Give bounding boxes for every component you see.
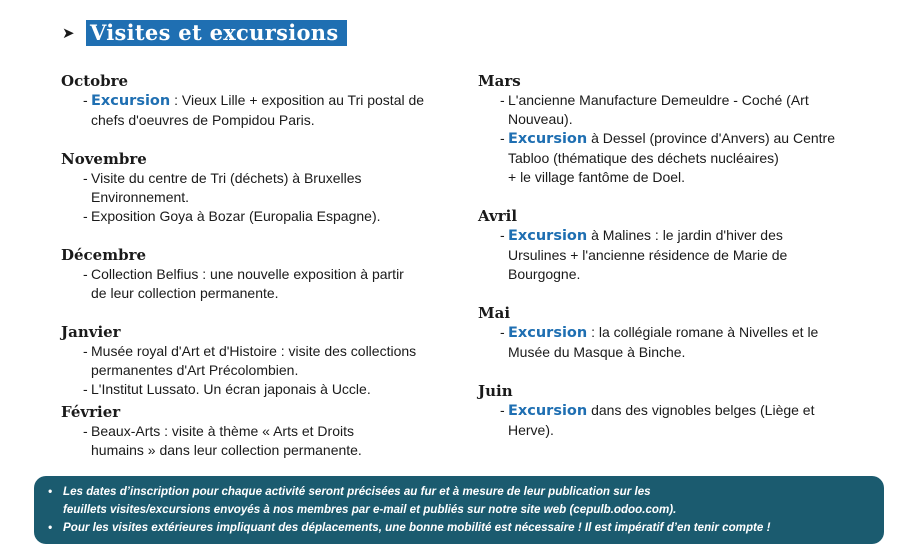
list-item: - Excursion : Vieux Lille + exposition au Tri postal de chefs d'oeuvres de Pompidou Paris. [83, 92, 425, 128]
list-item: - L'ancienne Manufacture Demeuldre - Coché (Art Nouveau). [500, 92, 809, 127]
month-block-decembre [61, 246, 461, 303]
list-item: - Beaux-Arts : visite à thème « Arts et Droits humains » dans leur collection permanente. [83, 423, 362, 458]
right-column [478, 72, 878, 460]
bullet-icon: • [48, 485, 53, 498]
list-item: - Collection Belfius : une nouvelle exposition à partir de leur collection permanente. [83, 266, 404, 301]
month-block-novembre [61, 150, 461, 226]
footer-note-continued: feuillets visites/excursions envoyés à nos membres par e-mail et publiés sur notre site web (cepulb.odoo.com). [63, 503, 677, 516]
list-item: - Excursion à Malines : le jardin d'hiver des Ursulines + l'ancienne résidence de Marie de Bourgogne. [500, 227, 788, 282]
section-header [62, 20, 347, 46]
month-heading: Mai [478, 304, 511, 322]
footer-note: • Les dates d’inscription pour chaque activité seront précisées au fur et à mesure de leur publication sur les [46, 483, 874, 501]
keyword-excursion: Excursion [508, 228, 588, 244]
list-item: - Exposition Goya à Bozar (Europalia Espagne). [83, 208, 381, 224]
month-block-juin [478, 382, 878, 440]
month-heading: Décembre [61, 246, 147, 264]
list-item: - Visite du centre de Tri (déchets) à Bruxelles Environnement. [83, 170, 362, 205]
left-column [61, 72, 461, 480]
page-title: Visites et excursions [86, 20, 347, 46]
list-item: - Musée royal d'Art et d'Histoire : visite des collections permanentes d'Art Précolombien. [83, 343, 417, 378]
list-item: - Excursion dans des vignobles belges (Liège et Herve). [500, 402, 815, 438]
month-block-mai [478, 304, 878, 362]
month-heading: Avril [478, 207, 518, 225]
info-footer-box [34, 476, 884, 544]
month-heading: Octobre [61, 72, 129, 90]
month-heading: Janvier [61, 323, 121, 341]
keyword-excursion: Excursion [508, 131, 588, 147]
list-item: - L'Institut Lussato. Un écran japonais à Uccle. [83, 381, 371, 397]
list-item: - Excursion à Dessel (province d'Anvers) au Centre Tabloo (thématique des déchets nucléaires) + le village fantôme de Doel. [500, 130, 836, 185]
month-block-janvier [61, 323, 461, 399]
bullet-icon: • [48, 521, 53, 534]
keyword-excursion: Excursion [91, 93, 171, 109]
month-block-fevrier [61, 403, 461, 460]
keyword-excursion: Excursion [508, 403, 588, 419]
month-block-mars [478, 72, 878, 187]
month-block-avril [478, 207, 878, 284]
list-item: - Excursion : la collégiale romane à Nivelles et le Musée du Masque à Binche. [500, 324, 819, 360]
month-heading: Février [61, 403, 121, 421]
month-heading: Novembre [61, 150, 147, 168]
keyword-excursion: Excursion [508, 325, 588, 341]
footer-note: • Pour les visites extérieures impliquant des déplacements, une bonne mobilité est nécessaire ! Il est impératif d’en tenir compte ! [46, 519, 874, 537]
month-heading: Mars [478, 72, 521, 90]
month-heading: Juin [478, 382, 513, 400]
month-block-octobre [61, 72, 461, 130]
arrow-icon: ➤ [62, 25, 75, 42]
